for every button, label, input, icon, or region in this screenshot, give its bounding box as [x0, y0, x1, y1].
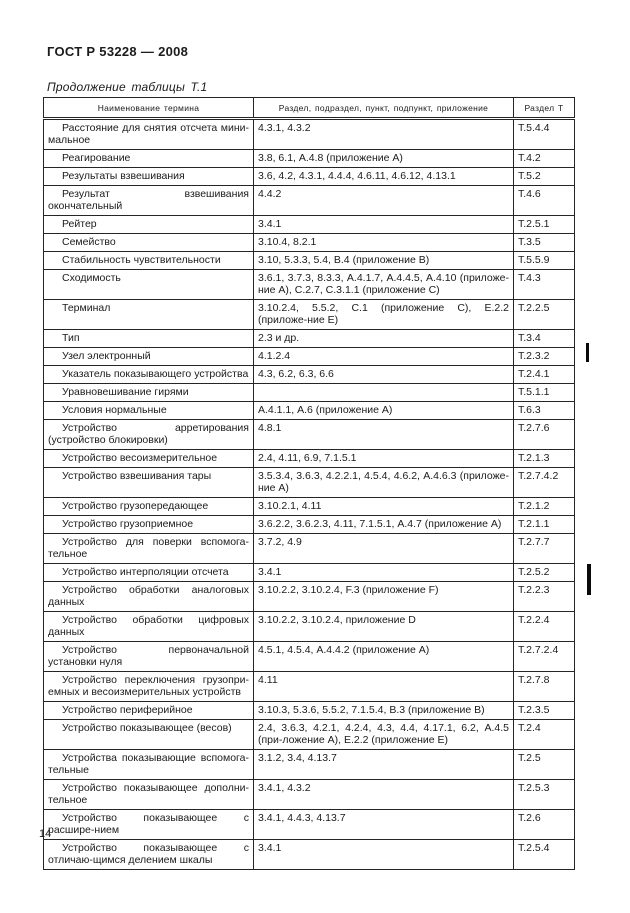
- section-cell: Т.2.4.1: [514, 366, 575, 384]
- table-row: [44, 498, 575, 516]
- refs-cell: 4.1.2.4: [254, 348, 514, 366]
- refs-cell: 3.4.1, 4.4.3, 4.13.7: [254, 810, 514, 840]
- refs-cell: 4.8.1: [254, 420, 514, 450]
- refs-cell: 4.3.1, 4.3.2: [254, 119, 514, 150]
- section-cell: Т.5.1.1: [514, 384, 575, 402]
- section-cell: Т.2.5.4: [514, 840, 575, 870]
- refs-cell: 4.3, 6.2, 6.3, 6.6: [254, 366, 514, 384]
- term-cell: Устройство периферийное: [44, 702, 254, 720]
- term-cell: Устройство для поверки вспомога-тельное: [44, 534, 254, 564]
- refs-cell: 3.4.1: [254, 564, 514, 582]
- table-row: [44, 468, 575, 498]
- scan-artifact: [586, 343, 589, 362]
- section-cell: Т.2.1.3: [514, 450, 575, 468]
- term-cell: Устройство интерполяции отсчета: [44, 564, 254, 582]
- refs-cell: 3.10.2.2, 3.10.2.4, F.3 (приложение F): [254, 582, 514, 612]
- table-row: [44, 234, 575, 252]
- refs-cell: 2.3 и др.: [254, 330, 514, 348]
- table-row: [44, 216, 575, 234]
- section-cell: Т.2.1.2: [514, 498, 575, 516]
- table-row: [44, 720, 575, 750]
- terms-table-body: [44, 119, 575, 870]
- table-row: [44, 810, 575, 840]
- term-cell: Указатель показывающего устройства: [44, 366, 254, 384]
- term-cell: Устройства показывающие вспомога-тельные: [44, 750, 254, 780]
- term-cell: Результат взвешивания окончательный: [44, 186, 254, 216]
- table-row: [44, 348, 575, 366]
- refs-cell: 3.4.1: [254, 840, 514, 870]
- term-cell: Устройство переключения грузопри-емных и весоизмерительных устройств: [44, 672, 254, 702]
- section-cell: Т.3.5: [514, 234, 575, 252]
- table-row: [44, 119, 575, 150]
- table-row: [44, 270, 575, 300]
- section-cell: Т.4.3: [514, 270, 575, 300]
- term-cell: Стабильность чувствительности: [44, 252, 254, 270]
- section-cell: Т.2.3.5: [514, 702, 575, 720]
- section-cell: Т.2.2.3: [514, 582, 575, 612]
- scan-artifact: [587, 564, 591, 595]
- section-cell: Т.2.5: [514, 750, 575, 780]
- refs-cell: 2.4, 4.11, 6.9, 7.1.5.1: [254, 450, 514, 468]
- section-cell: Т.6.3: [514, 402, 575, 420]
- term-cell: Устройство арретирования (устройство блокировки): [44, 420, 254, 450]
- refs-cell: 3.5.3.4, 3.6.3, 4.2.2.1, 4.5.4, 4.6.2, А.4.6.3 (приложе-ние А): [254, 468, 514, 498]
- table-row: [44, 780, 575, 810]
- refs-cell: 3.4.1, 4.3.2: [254, 780, 514, 810]
- term-cell: Сходимость: [44, 270, 254, 300]
- section-cell: Т.2.2.4: [514, 612, 575, 642]
- section-cell: Т.5.2: [514, 168, 575, 186]
- refs-cell: 3.6.2.2, 3.6.2.3, 4.11, 7.1.5.1, А.4.7 (приложение А): [254, 516, 514, 534]
- refs-cell: 3.10.4, 8.2.1: [254, 234, 514, 252]
- term-cell: Устройство показывающее с отличаю-щимся делением шкалы: [44, 840, 254, 870]
- refs-cell: 4.11: [254, 672, 514, 702]
- table-row: [44, 366, 575, 384]
- column-header-term: Наименование термина: [44, 98, 254, 119]
- table-row: [44, 186, 575, 216]
- term-cell: Устройство обработки аналоговых данных: [44, 582, 254, 612]
- section-cell: Т.2.7.2.4: [514, 642, 575, 672]
- term-cell: Уравновешивание гирями: [44, 384, 254, 402]
- refs-cell: 3.10, 5.3.3, 5.4, В.4 (приложение В): [254, 252, 514, 270]
- term-cell: Реагирование: [44, 150, 254, 168]
- term-cell: Устройство грузопередающее: [44, 498, 254, 516]
- table-row: [44, 420, 575, 450]
- table-row: [44, 450, 575, 468]
- table-row: [44, 384, 575, 402]
- term-cell: Семейство: [44, 234, 254, 252]
- refs-cell: [254, 384, 514, 402]
- section-cell: Т.2.3.2: [514, 348, 575, 366]
- section-cell: Т.4.2: [514, 150, 575, 168]
- section-cell: Т.2.7.6: [514, 420, 575, 450]
- term-cell: Узел электронный: [44, 348, 254, 366]
- table-row: [44, 300, 575, 330]
- section-cell: Т.2.4: [514, 720, 575, 750]
- table-row: [44, 564, 575, 582]
- term-cell: Расстояние для снятия отсчета мини-мальное: [44, 119, 254, 150]
- refs-cell: 3.1.2, 3.4, 4.13.7: [254, 750, 514, 780]
- table-row: [44, 516, 575, 534]
- refs-cell: 3.7.2, 4.9: [254, 534, 514, 564]
- term-cell: Результаты взвешивания: [44, 168, 254, 186]
- refs-cell: 3.4.1: [254, 216, 514, 234]
- column-header-refs: Раздел, подраздел, пункт, подпункт, приложение: [254, 98, 514, 119]
- section-cell: Т.2.1.1: [514, 516, 575, 534]
- refs-cell: 3.6, 4.2, 4.3.1, 4.4.4, 4.6.11, 4.6.12, 4.13.1: [254, 168, 514, 186]
- refs-cell: 2.4, 3.6.3, 4.2.1, 4.2.4, 4.3, 4.4, 4.17.1, 6.2, А.4.5 (при-ложение А), Е.2.2 (приложение Е): [254, 720, 514, 750]
- section-cell: Т.2.2.5: [514, 300, 575, 330]
- table-row: [44, 612, 575, 642]
- section-cell: Т.2.7.7: [514, 534, 575, 564]
- table-caption: Продолжение таблицы Т.1: [47, 80, 208, 94]
- section-cell: Т.5.5.9: [514, 252, 575, 270]
- term-cell: Устройство первоначальной установки нуля: [44, 642, 254, 672]
- refs-cell: А.4.1.1, А.6 (приложение А): [254, 402, 514, 420]
- refs-cell: 3.8, 6.1, А.4.8 (приложение А): [254, 150, 514, 168]
- section-cell: Т.2.5.2: [514, 564, 575, 582]
- term-cell: Устройство показывающее с расшире-нием: [44, 810, 254, 840]
- term-cell: Тип: [44, 330, 254, 348]
- section-cell: Т.2.5.3: [514, 780, 575, 810]
- refs-cell: 3.10.2.1, 4.11: [254, 498, 514, 516]
- refs-cell: 3.6.1, 3.7.3, 8.3.3, А.4.1.7, А.4.4.5, А.4.10 (приложе-ние А), С.2.7, С.3.1.1 (приложение С): [254, 270, 514, 300]
- refs-cell: 4.4.2: [254, 186, 514, 216]
- refs-cell: 3.10.2.2, 3.10.2.4, приложение D: [254, 612, 514, 642]
- section-cell: Т.3.4: [514, 330, 575, 348]
- table-row: [44, 402, 575, 420]
- term-cell: Устройство обработки цифровых данных: [44, 612, 254, 642]
- section-cell: Т.2.5.1: [514, 216, 575, 234]
- table-row: [44, 642, 575, 672]
- term-cell: Устройство взвешивания тары: [44, 468, 254, 498]
- terms-table: [43, 97, 575, 870]
- section-cell: Т.2.7.8: [514, 672, 575, 702]
- table-row: [44, 534, 575, 564]
- term-cell: Устройство показывающее дополни-тельное: [44, 780, 254, 810]
- term-cell: Устройство весоизмерительное: [44, 450, 254, 468]
- term-cell: Устройство грузоприемное: [44, 516, 254, 534]
- document-title: ГОСТ Р 53228 — 2008: [47, 44, 189, 59]
- table-row: [44, 840, 575, 870]
- term-cell: Рейтер: [44, 216, 254, 234]
- term-cell: Условия нормальные: [44, 402, 254, 420]
- section-cell: Т.2.6: [514, 810, 575, 840]
- section-cell: Т.4.6: [514, 186, 575, 216]
- table-row: [44, 750, 575, 780]
- section-cell: Т.5.4.4: [514, 119, 575, 150]
- term-cell: Устройство показывающее (весов): [44, 720, 254, 750]
- section-cell: Т.2.7.4.2: [514, 468, 575, 498]
- column-header-section: Раздел Т: [514, 98, 575, 119]
- term-cell: Терминал: [44, 300, 254, 330]
- table-row: [44, 252, 575, 270]
- table-row: [44, 150, 575, 168]
- table-row: [44, 672, 575, 702]
- table-row: [44, 702, 575, 720]
- table-row: [44, 330, 575, 348]
- page-number: 14: [39, 828, 52, 840]
- table-row: [44, 168, 575, 186]
- refs-cell: 4.5.1, 4.5.4, А.4.4.2 (приложение А): [254, 642, 514, 672]
- table-row: [44, 582, 575, 612]
- refs-cell: 3.10.3, 5.3.6, 5.5.2, 7.1.5.4, В.3 (приложение В): [254, 702, 514, 720]
- terms-table-header: [44, 98, 575, 119]
- refs-cell: 3.10.2.4, 5.5.2, С.1 (приложение С), Е.2.2 (приложе-ние Е): [254, 300, 514, 330]
